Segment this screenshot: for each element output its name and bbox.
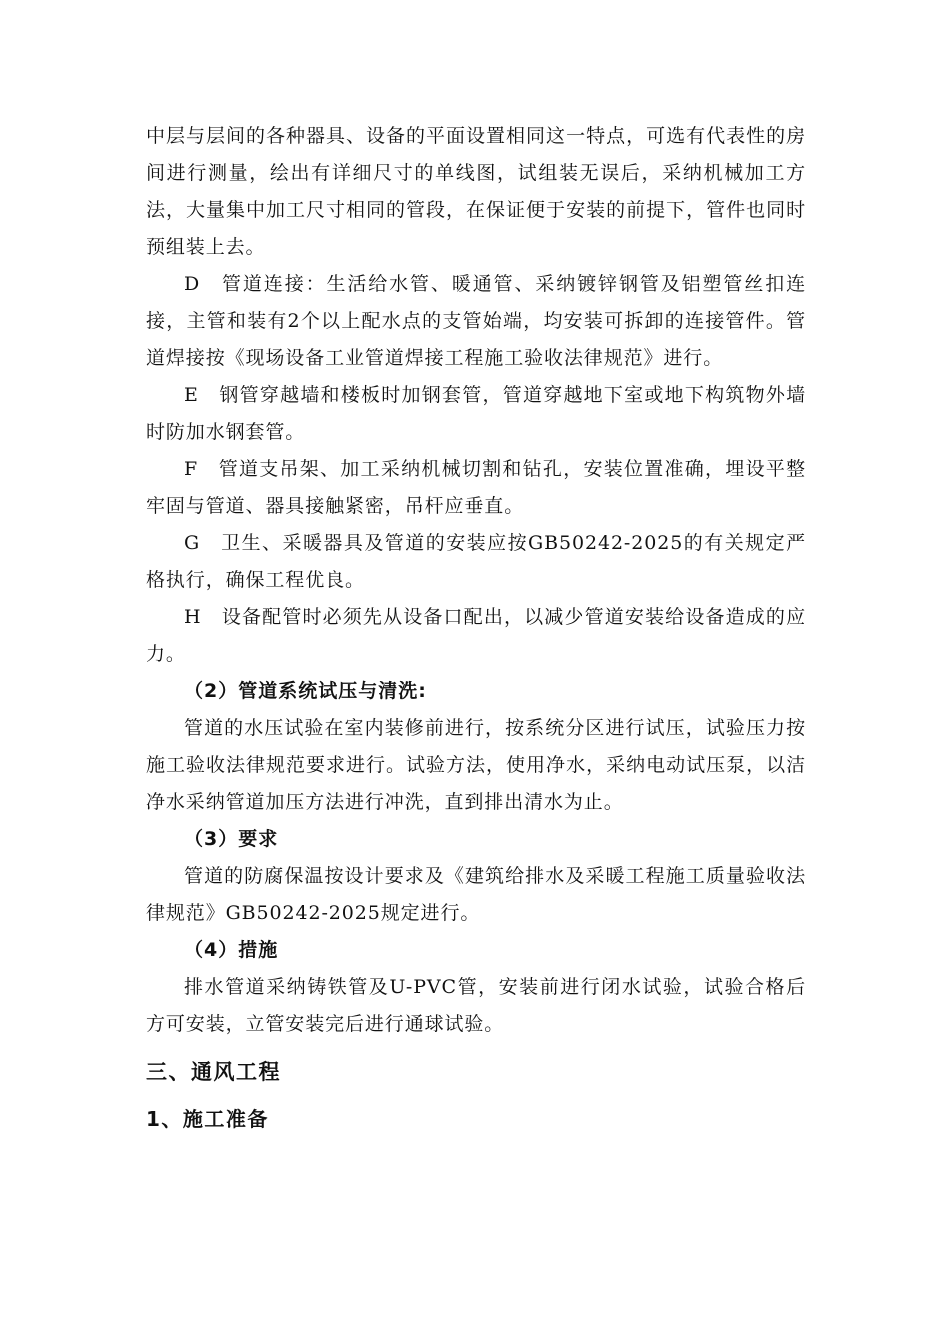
paragraph-measures: 排水管道采纳铸铁管及U-PVC管，安装前进行闭水试验，试验合格后方可安装，立管安装完后进行通球试验。	[146, 976, 806, 1035]
paragraph-pressure-test: 管道的水压试验在室内装修前进行，按系统分区进行试压，试验压力按施工验收法律规范要求进行。试验方法，使用净水，采纳电动试压泵，以洁净水采纳管道加压方法进行冲洗，直到排出清水为止。	[146, 717, 806, 813]
subsection-heading-preparation: 1、施工准备	[146, 1107, 269, 1131]
paragraph-continuation: 中层与层间的各种器具、设备的平面设置相同这一特点，可选有代表性的房间进行测量，绘出有详细尺寸的单线图，试组装无误后，采纳机械加工方法，大量集中加工尺寸相同的管段，在保证便于安装的前提下，管件也同时预组装上去。	[146, 125, 806, 258]
paragraph-item-e: E 钢管穿越墙和楼板时加钢套管，管道穿越地下室或地下构筑物外墙时防加水钢套管。	[146, 384, 806, 443]
paragraph-item-g: G 卫生、采暖器具及管道的安装应按GB50242-2025的有关规定严格执行，确保工程优良。	[146, 532, 806, 591]
section-heading-ventilation: 三、通风工程	[146, 1060, 281, 1084]
paragraph-requirements: 管道的防腐保温按设计要求及《建筑给排水及采暖工程施工质量验收法律规范》GB50242-2025规定进行。	[146, 865, 806, 924]
paragraph-item-d: D 管道连接：生活给水管、暖通管、采纳镀锌钢管及铝塑管丝扣连接，主管和装有2个以上配水点的支管始端，均安装可拆卸的连接管件。管道焊接按《现场设备工业管道焊接工程施工验收法律规范》进行。	[146, 273, 806, 369]
heading-measures: （4）措施	[184, 939, 279, 961]
document-body	[146, 118, 806, 1139]
heading-pressure-test: （2）管道系统试压与清洗:	[184, 680, 427, 702]
paragraph-item-h: H 设备配管时必须先从设备口配出，以减少管道安装给设备造成的应力。	[146, 606, 806, 665]
paragraph-item-f: F 管道支吊架、加工采纳机械切割和钻孔，安装位置准确，埋设平整牢固与管道、器具接触紧密，吊杆应垂直。	[146, 458, 806, 517]
heading-requirements: （3）要求	[184, 828, 279, 850]
